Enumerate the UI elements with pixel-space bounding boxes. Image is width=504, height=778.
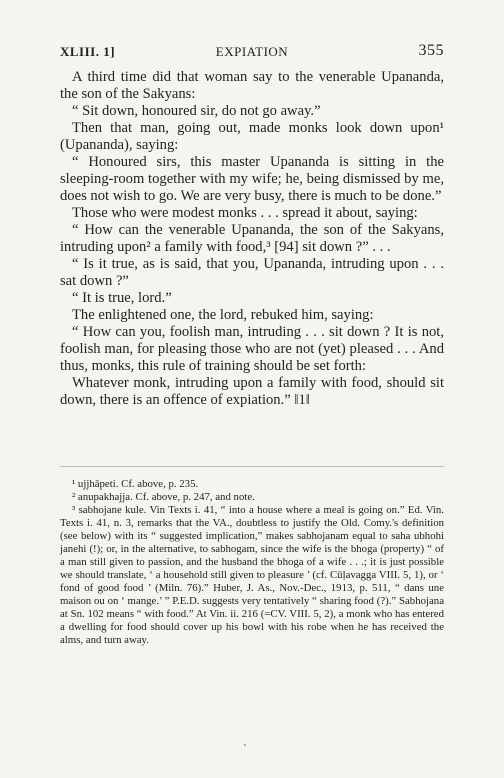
paragraph: Whatever monk, intruding upon a family with food, should sit down, there is an offence of expiation.” ‖1‖ (60, 375, 444, 408)
paragraph: “ How can the venerable Upananda, the son of the Sakyans, intruding upon² a family with food,³ [94] sit down ?” . . . (60, 222, 444, 255)
page-title: EXPIATION (215, 44, 289, 59)
chapter-reference: XLIII. 1] (60, 44, 116, 59)
paragraph: “ It is true, lord.” (72, 290, 172, 306)
footnote: ² anupakhajja. Cf. above, p. 247, and note. (72, 491, 255, 503)
paragraph: “ Sit down, honoured sir, do not go away.” (72, 103, 321, 119)
paragraph: Then that man, going out, made monks look down upon¹ (Upananda), saying: (60, 120, 444, 153)
paragraph: “ How can you, foolish man, intruding . . . sit down ? It is not, foolish man, for pleasing those who are not (yet) pleased . . . And thus, monks, this rule of training should be set forth: (60, 324, 444, 374)
paragraph: The enlightened one, the lord, rebuked him, saying: (72, 307, 374, 323)
footnote-divider (60, 466, 444, 467)
paragraph: A third time did that woman say to the venerable Upananda, the son of the Sakyans: (60, 69, 444, 102)
footnote: ³ sabhojane kule. Vin Texts i. 41, “ into a house where a meal is going on.” Ed. Vin. Texts i. 41, n. 3, remarks that the VA., doubtless to justify the Old. Comy.'s definition (see below) with its “ suggested implication,” makes sabhojanam equal to saha ubhohi janehi (!); or, in the alternative, to sabhogam, since the wife is the bhoga (property) “ of a man still given to passion, and the husband the bhoga of a wife . . .; it is just possible we should translate, ‘ a household still given to pleasure ’ (cf. Cūḷavagga VIII. 5, 1), or ‘ fond of good food ’ (Miln. 76).” Huber, J. As., Nov.-Dec., 1913, p. 511, “ dans une maison ou on ‘ mange.’ ” P.E.D. suggests very tentatively “ sharing food (?).” Sabhojana at Sn. 102 means “ with food.” At Vin. ii. 216 (=CV. VIII. 5, 2), a monk who has entered a dwelling for food should cover up his bowl with his robe when he has received the alms, and turn away. (60, 504, 444, 646)
paragraph: “ Honoured sirs, this master Upananda is sitting in the sleeping-room together with my wife; he, being dismissed by me, does not wish to go. We are very busy, there is much to be done.” (60, 154, 444, 204)
footnotes (60, 478, 444, 647)
page-speck (244, 744, 246, 746)
paragraph: Those who were modest monks . . . spread it about, saying: (72, 205, 418, 221)
paragraph: “ Is it true, as is said, that you, Upananda, intruding upon . . . sat down ?” (60, 256, 444, 289)
page-number: 355 (418, 42, 444, 59)
footnote: ¹ ujjhāpeti. Cf. above, p. 235. (72, 478, 199, 490)
running-header (60, 44, 444, 64)
main-text (60, 69, 444, 409)
